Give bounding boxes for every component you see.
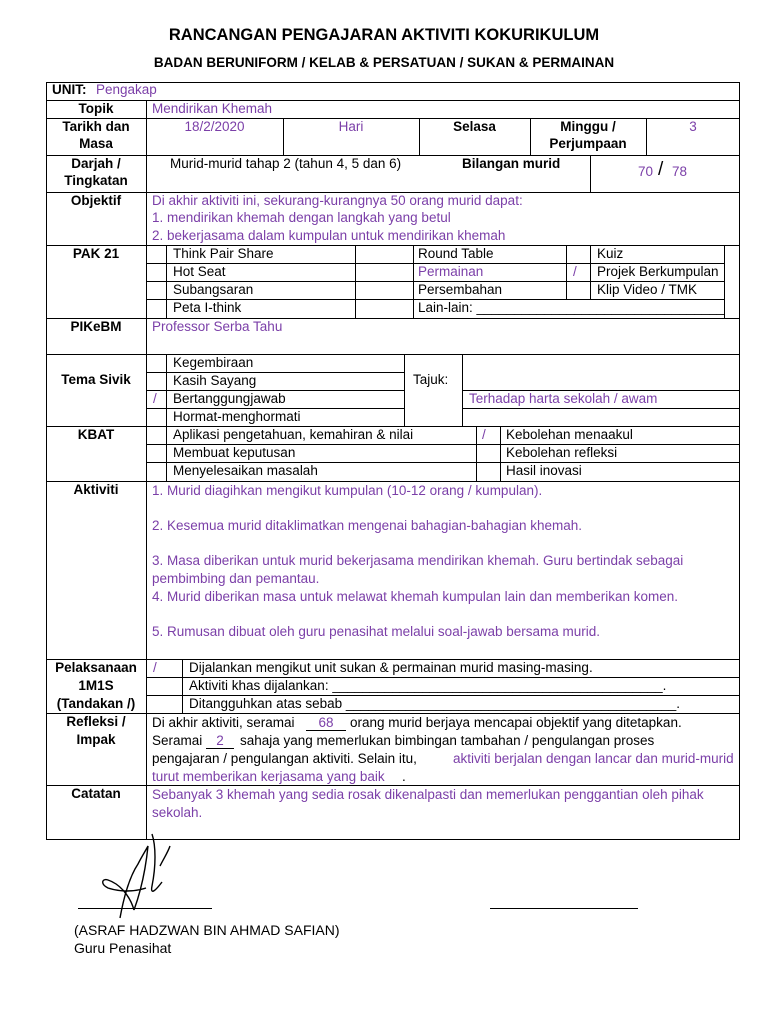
kbat-item: Membuat keputusan xyxy=(173,445,296,460)
bilangan-label: Bilangan murid xyxy=(462,156,561,171)
refleksi-count: 2 xyxy=(206,733,234,749)
perjumpaan-label: Perjumpaan xyxy=(549,136,627,151)
aktiviti-line: pembimbing dan pemantau. xyxy=(152,571,320,586)
refleksi-text: aktiviti berjalan dengan lancar dan murid-murid xyxy=(453,751,734,766)
minggu-label: Minggu / xyxy=(560,119,616,134)
tarikh-value: 18/2/2020 xyxy=(184,119,245,134)
pak21-item: Permainan xyxy=(418,264,484,279)
unit-label: UNIT: xyxy=(52,82,87,97)
refleksi-text: orang murid berjaya mencapai objektif yang ditetapkan. xyxy=(350,715,682,730)
refleksi-text: pengajaran / pengulangan aktiviti. Selain itu, xyxy=(152,751,417,766)
refleksi-text: Seramai xyxy=(152,733,203,748)
signature xyxy=(90,826,200,926)
pak21-item: Projek Berkumpulan xyxy=(597,264,719,279)
signature-line-2 xyxy=(490,908,638,909)
kbat-item: Kebolehan menaakul xyxy=(506,427,633,442)
darjah-value: Murid-murid tahap 2 (tahun 4, 5 dan 6) xyxy=(170,156,402,171)
hari-label: Hari xyxy=(338,119,364,134)
pelaksanaan-item: Ditangguhkan atas sebab ____________________________________________. xyxy=(189,696,680,711)
catatan-line: Sebanyak 3 khemah yang sedia rosak dikenalpasti dan memerlukan penggantian oleh pihak xyxy=(152,787,704,802)
topik-label: Topik xyxy=(78,101,114,116)
pak21-item: Klip Video / TMK xyxy=(597,282,698,297)
masa-label: Masa xyxy=(79,136,113,151)
minggu-value: 3 xyxy=(689,119,697,134)
pak21-item: Think Pair Share xyxy=(173,246,274,261)
tingkatan-label: Tingkatan xyxy=(64,173,128,188)
hari-value: Selasa xyxy=(453,119,496,134)
aktiviti-line: 2. Kesemua murid ditaklimatkan mengenai bahagian-bahagian khemah. xyxy=(152,518,583,533)
aktiviti-label: Aktiviti xyxy=(73,482,119,497)
objektif-line: Di akhir aktiviti ini, sekurang-kurangnya 50 orang murid dapat: xyxy=(152,193,523,208)
aktiviti-line: 3. Masa diberikan untuk murid bekerjasama mendirikan khemah. Guru bertindak sebagai xyxy=(152,553,684,568)
unit-value: Pengakap xyxy=(96,82,157,97)
advisor-role: Guru Penasihat xyxy=(74,940,172,956)
tajuk-value: Terhadap harta sekolah / awam xyxy=(469,391,658,406)
tema-item: Kegembiraan xyxy=(173,355,254,370)
pak21-item: Kuiz xyxy=(597,246,624,261)
kbat-item: Aplikasi pengetahuan, kemahiran & nilai xyxy=(173,427,414,442)
tema-item: Bertanggungjawab xyxy=(173,391,286,406)
bilangan-hadir: 70 xyxy=(638,164,654,179)
pelaksanaan-item: Dijalankan mengikut unit sukan & permainan murid masing-masing. xyxy=(189,660,593,675)
kbat-item: Hasil inovasi xyxy=(506,463,582,478)
refleksi-text: . xyxy=(402,769,406,784)
catatan-line: sekolah. xyxy=(152,805,203,820)
page-title: RANCANGAN PENGAJARAN AKTIVITI KOKURIKULUM xyxy=(168,26,600,44)
page-subtitle: BADAN BERUNIFORM / KELAB & PERSATUAN / SUKAN & PERMAINAN xyxy=(153,55,615,70)
pelaksanaan-1m1s: 1M1S xyxy=(78,678,114,693)
aktiviti-line: 5. Rumusan dibuat oleh guru penasihat melalui soal-jawab bersama murid. xyxy=(152,624,600,639)
pelaksanaan-label: Pelaksanaan xyxy=(55,660,137,675)
bilangan-jumlah: 78 xyxy=(672,164,688,179)
pak21-item: Peta I-think xyxy=(173,300,242,315)
pak21-item: Subangsaran xyxy=(173,282,254,297)
tema-item: Hormat-menghormati xyxy=(173,409,301,424)
pikebm-value: Professor Serba Tahu xyxy=(152,319,283,334)
pelaksanaan-tandakan: (Tandakan /) xyxy=(56,696,136,711)
pak21-item: Round Table xyxy=(418,246,494,261)
kbat-item: Kebolehan refleksi xyxy=(506,445,618,460)
pelaksanaan-item: Aktiviti khas dijalankan: ____________________________________________. xyxy=(189,678,667,693)
pak21-tick: / xyxy=(573,264,577,279)
signature-line xyxy=(78,908,212,909)
refleksi-label: Refleksi / xyxy=(66,714,126,729)
impak-label: Impak xyxy=(76,732,116,747)
aktiviti-line: 1. Murid diagihkan mengikut kumpulan (10-12 orang / kumpulan). xyxy=(152,483,543,498)
tema-item: Kasih Sayang xyxy=(173,373,257,388)
pak21-label: PAK 21 xyxy=(72,246,120,261)
refleksi-text: Di akhir aktiviti, seramai xyxy=(152,715,295,730)
refleksi-text: turut memberikan kerjasama yang baik xyxy=(152,769,385,784)
kbat-tick: / xyxy=(482,427,486,442)
advisor-name: (ASRAF HADZWAN BIN AHMAD SAFIAN) xyxy=(74,922,340,938)
aktiviti-line: 4. Murid diberikan masa untuk melawat khemah kumpulan lain dan memberikan komen. xyxy=(152,589,679,604)
kbat-item: Menyelesaikan masalah xyxy=(173,463,318,478)
refleksi-text: sahaja yang memerlukan bimbingan tambahan / pengulangan proses xyxy=(240,733,655,748)
objektif-line: 1. mendirikan khemah dengan langkah yang betul xyxy=(152,210,451,225)
tema-label: Tema Sivik xyxy=(61,372,131,387)
pikebm-label: PIKeBM xyxy=(70,319,122,334)
pelaksanaan-tick: / xyxy=(153,660,157,675)
objektif-label: Objektif xyxy=(70,193,122,208)
tajuk-label: Tajuk: xyxy=(413,372,449,387)
pak21-item: Persembahan xyxy=(418,282,503,297)
kbat-label: KBAT xyxy=(77,427,115,442)
tarikh-label: Tarikh dan xyxy=(62,119,130,134)
objektif-line: 2. bekerjasama dalam kumpulan untuk mendirikan khemah xyxy=(152,228,506,243)
darjah-label: Darjah / xyxy=(71,156,121,171)
bilangan-slash: / xyxy=(658,159,664,180)
topik-value: Mendirikan Khemah xyxy=(152,101,273,116)
tema-tick: / xyxy=(153,391,157,406)
pak21-item: Hot Seat xyxy=(173,264,226,279)
refleksi-count: 68 xyxy=(306,715,346,731)
pak21-item: Lain-lain: _________________________________ xyxy=(418,300,725,315)
catatan-label: Catatan xyxy=(71,786,121,801)
